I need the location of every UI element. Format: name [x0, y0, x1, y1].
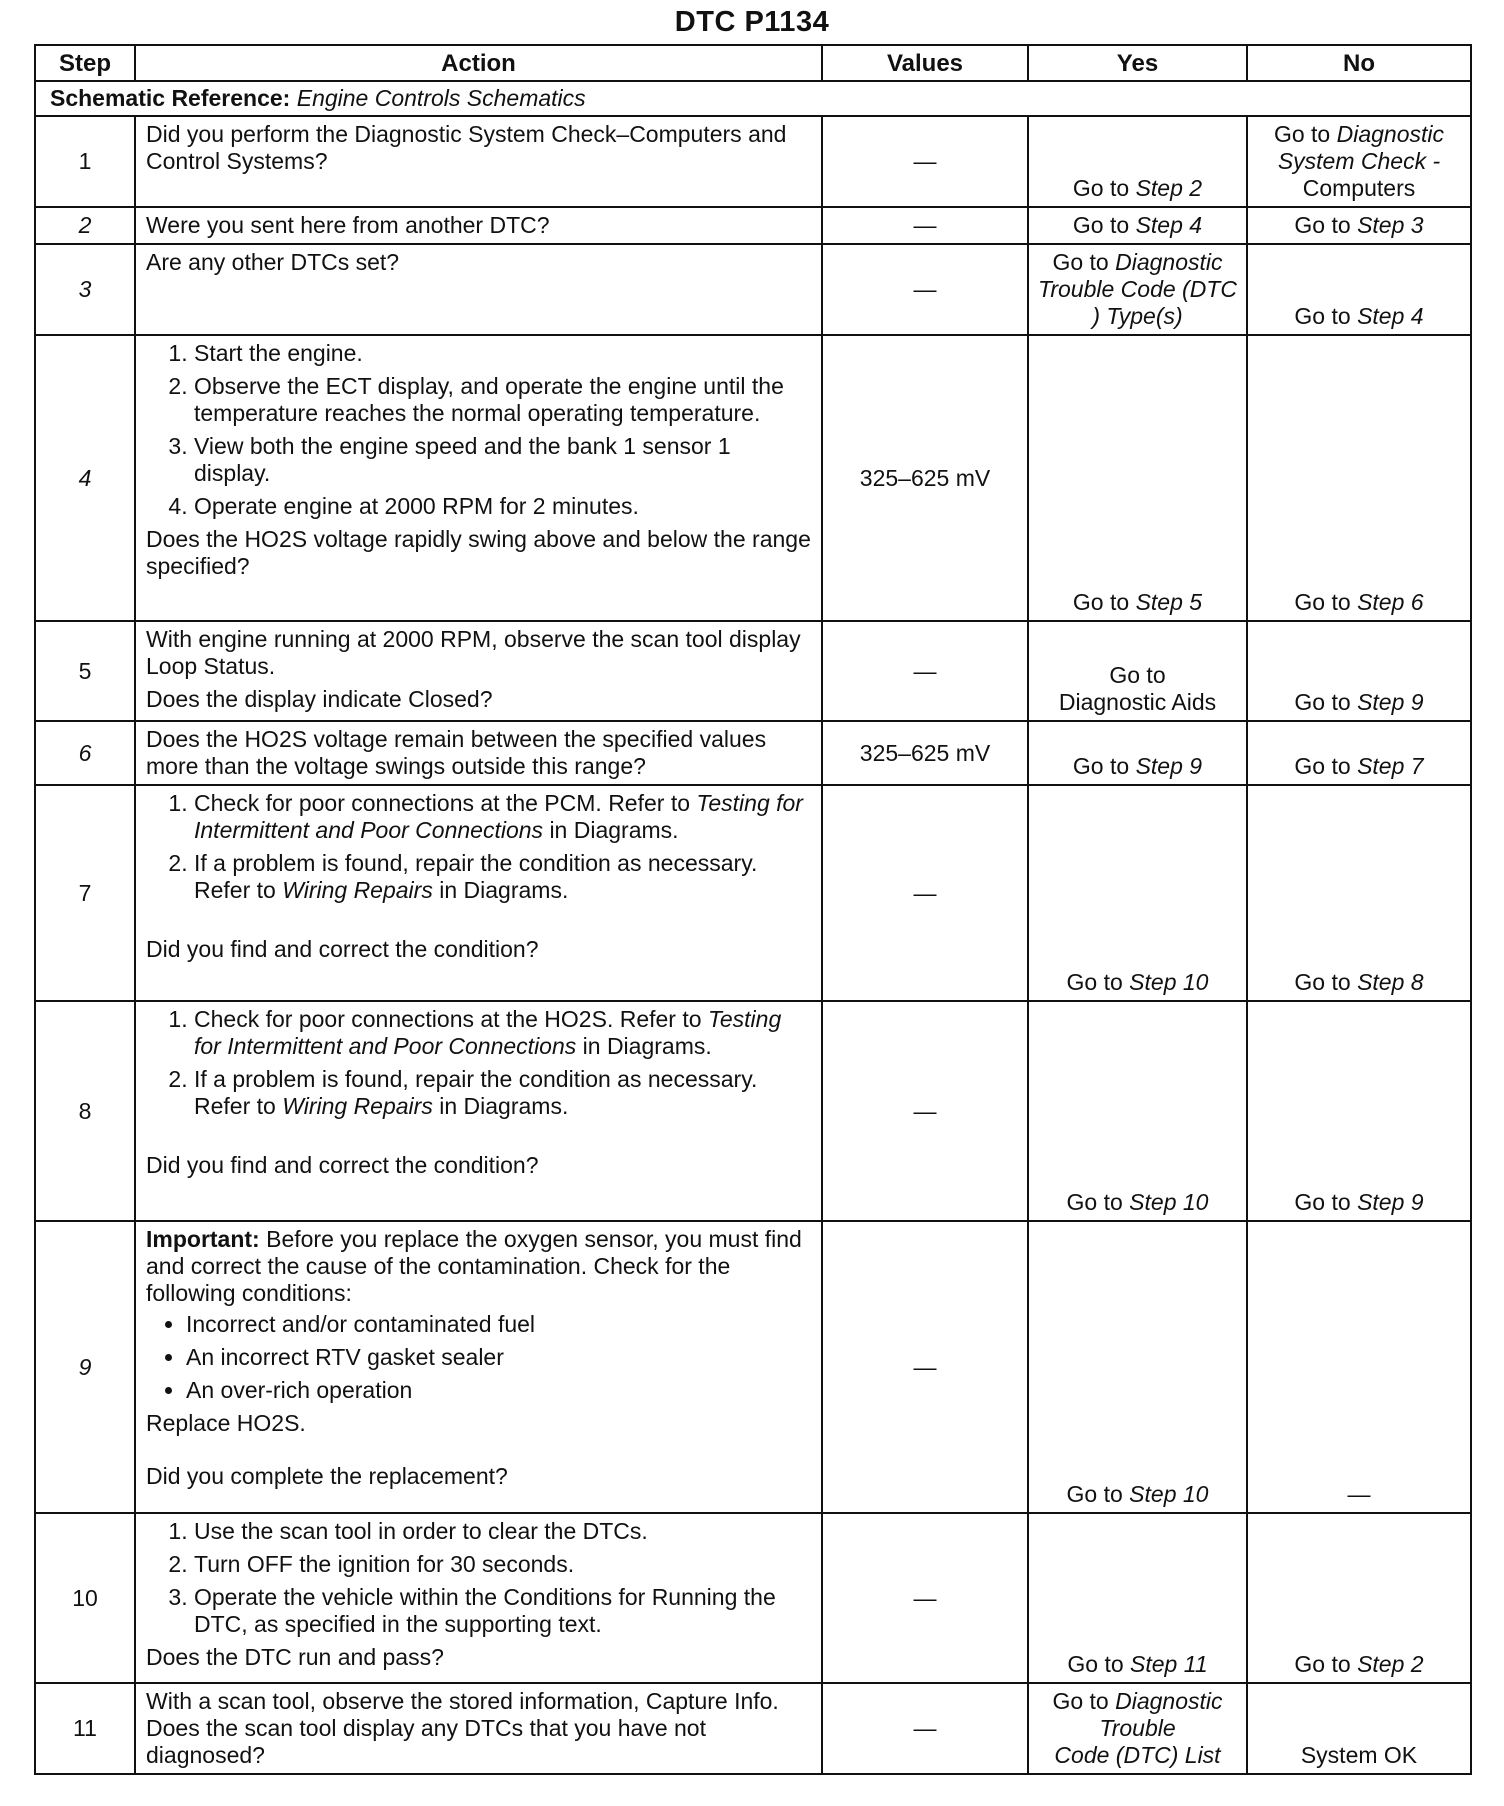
action-cell: [135, 785, 822, 1001]
step-number: 5: [35, 621, 135, 721]
action-question: Were you sent here from another DTC?: [146, 212, 550, 238]
step-number: 1: [35, 116, 135, 207]
goto-text: Go to: [1294, 753, 1351, 779]
table-row: [35, 1683, 1471, 1774]
action-question: Did you complete the replacement?: [146, 1463, 508, 1489]
condition-list: [146, 1311, 811, 1404]
action-question: With a scan tool, observe the stored information, Capture Info. Does the scan tool display any DTCs that you have not diagnosed?: [146, 1688, 779, 1768]
reference-link: Wiring Repairs: [282, 1093, 433, 1119]
yes-target: Step 10: [1129, 1189, 1209, 1215]
action-cell: [135, 244, 822, 335]
action-question: Does the DTC run and pass?: [146, 1644, 444, 1670]
important-text: Before you replace the oxygen sensor, you must find and correct the cause of the contamination. Check for the following conditions:: [146, 1226, 802, 1306]
values-cell: —: [822, 1001, 1028, 1221]
table-row: [35, 207, 1471, 244]
action-steps: [146, 790, 811, 904]
yes-cell: [1028, 785, 1247, 1001]
action-step: [194, 790, 811, 844]
schematic-reference-link: Engine Controls Schematics: [296, 85, 586, 111]
action-question: Does the HO2S voltage remain between the specified values more than the voltage swings outside this range?: [146, 726, 767, 779]
header-action: Action: [135, 45, 822, 81]
yes-cell: [1028, 721, 1247, 785]
schematic-label: Schematic Reference:: [50, 85, 291, 111]
action-cell: [135, 1683, 822, 1774]
goto-text: Go to: [1072, 589, 1130, 615]
action-question: Did you find and correct the condition?: [146, 936, 539, 962]
goto-text: Go to: [1066, 1189, 1123, 1215]
values-cell: —: [822, 1513, 1028, 1683]
action-steps: [146, 340, 811, 520]
no-target: Step 9: [1357, 1189, 1424, 1215]
no-cell: [1247, 621, 1471, 721]
condition-item: • An incorrect RTV gasket sealer: [186, 1344, 811, 1371]
yes-target-cont: Code (DTC) List: [1054, 1742, 1221, 1768]
important-note: [146, 1226, 811, 1307]
goto-text: Go to: [1273, 121, 1331, 147]
action-step: 4. Operate engine at 2000 RPM for 2 minutes.: [194, 493, 811, 520]
yes-cell: [1028, 244, 1247, 335]
goto-text: Go to: [1109, 662, 1166, 688]
no-target: Step 3: [1357, 212, 1424, 238]
yes-target: Step 4: [1135, 212, 1203, 238]
no-target: Step 2: [1357, 1651, 1424, 1677]
action-cell: [135, 335, 822, 621]
condition-item: • Incorrect and/or contaminated fuel: [186, 1311, 811, 1338]
yes-target: Diagnostic Aids: [1058, 689, 1217, 715]
no-cell: [1247, 1001, 1471, 1221]
action-cell: [135, 207, 822, 244]
step-text: Check for poor connections at the HO2S. Refer to: [194, 1006, 702, 1032]
action-cell: [135, 621, 822, 721]
no-cell: [1247, 785, 1471, 1001]
no-target-suffix: Computers: [1302, 175, 1416, 201]
action-step: 2. Observe the ECT display, and operate the engine until the temperature reaches the normal operating temperature.: [194, 373, 811, 427]
values-cell: 325–625 mV: [822, 721, 1028, 785]
yes-target: Step 5: [1135, 589, 1203, 615]
yes-cell: [1028, 1221, 1247, 1513]
step-text: in Diagrams.: [439, 1093, 569, 1119]
values-cell: —: [822, 116, 1028, 207]
goto-text: Go to: [1294, 969, 1351, 995]
table-row: [35, 335, 1471, 621]
step-text: If a problem is found, repair the condition as necessary. Refer to: [194, 850, 758, 903]
goto-text: Go to: [1072, 175, 1130, 201]
yes-cell: [1028, 335, 1247, 621]
values-cell: —: [822, 785, 1028, 1001]
page-title: DTC P1134: [674, 6, 830, 38]
action-cell: [135, 116, 822, 207]
step-text: in Diagrams.: [582, 1033, 712, 1059]
goto-text: Go to: [1294, 1189, 1351, 1215]
values-cell: 325–625 mV: [822, 335, 1028, 621]
goto-text: Go to: [1294, 589, 1351, 615]
action-question: Are any other DTCs set?: [146, 249, 400, 275]
table-row: [35, 244, 1471, 335]
action-step: 3. View both the engine speed and the bank 1 sensor 1 display.: [194, 433, 811, 487]
reference-link: Wiring Repairs: [282, 877, 433, 903]
reference-link: Testing for Intermittent and Poor Connections: [194, 790, 803, 843]
no-cell: [1247, 207, 1471, 244]
yes-target: Step 2: [1135, 175, 1203, 201]
values-cell: —: [822, 207, 1028, 244]
table-row: [35, 116, 1471, 207]
yes-cell: [1028, 116, 1247, 207]
yes-target: Step 10: [1129, 1481, 1209, 1507]
no-target: Step 6: [1357, 589, 1424, 615]
action-question: Did you perform the Diagnostic System Check–Computers and Control Systems?: [146, 121, 787, 174]
action-question: Does the HO2S voltage rapidly swing above and below the range specified?: [146, 526, 811, 579]
step-text: If a problem is found, repair the condition as necessary. Refer to: [194, 1066, 758, 1119]
action-step: 2. Turn OFF the ignition for 30 seconds.: [194, 1551, 811, 1578]
action-cell: [135, 721, 822, 785]
no-target: Diagnostic System Check -: [1277, 121, 1445, 174]
step-number: 3: [35, 244, 135, 335]
no-cell: [1247, 335, 1471, 621]
action-step: 3. Operate the vehicle within the Conditions for Running the DTC, as specified in the supporting text.: [194, 1584, 811, 1638]
yes-cell: [1028, 1513, 1247, 1683]
reference-link: Testing for Intermittent and Poor Connections: [194, 1006, 782, 1059]
no-cell: [1247, 244, 1471, 335]
header-row: [35, 45, 1471, 81]
step-text: in Diagrams.: [439, 877, 569, 903]
action-step: 1. Start the engine.: [194, 340, 811, 367]
goto-text: Go to: [1294, 689, 1351, 715]
step-number: 8: [35, 1001, 135, 1221]
action-steps: [146, 1518, 811, 1638]
goto-text: Go to: [1066, 969, 1123, 995]
yes-cell: [1028, 1683, 1247, 1774]
action-cell: [135, 1221, 822, 1513]
no-target: Step 9: [1357, 689, 1424, 715]
important-label: Important:: [146, 1226, 260, 1252]
action-cell: [135, 1513, 822, 1683]
action-steps: [146, 1006, 811, 1120]
no-cell: [1247, 116, 1471, 207]
schematic-row: [35, 81, 1471, 116]
header-step: Step: [35, 45, 135, 81]
table-row: [35, 1001, 1471, 1221]
step-text: in Diagrams.: [549, 817, 679, 843]
table-row: [35, 1221, 1471, 1513]
action-instruction: Replace HO2S.: [146, 1410, 306, 1436]
header-values: Values: [822, 45, 1028, 81]
yes-target: Diagnostic Trouble Code (DTC ) Type(s): [1038, 249, 1237, 329]
yes-target: Step 9: [1135, 753, 1203, 779]
no-target: Step 8: [1357, 969, 1424, 995]
no-cell: —: [1247, 1221, 1471, 1513]
table-row: [35, 785, 1471, 1001]
goto-text: Go to: [1072, 753, 1130, 779]
condition-item: • An over-rich operation: [186, 1377, 811, 1404]
table-row: [35, 1513, 1471, 1683]
values-cell: —: [822, 621, 1028, 721]
yes-target: Diagnostic Trouble: [1099, 1688, 1223, 1741]
step-number: 6: [35, 721, 135, 785]
step-number: 2: [35, 207, 135, 244]
header-yes: Yes: [1028, 45, 1247, 81]
yes-cell: [1028, 207, 1247, 244]
step-number: 10: [35, 1513, 135, 1683]
step-number: 9: [35, 1221, 135, 1513]
action-step: 1. Use the scan tool in order to clear the DTCs.: [194, 1518, 811, 1545]
goto-text: Go to: [1294, 303, 1351, 329]
action-step: [194, 1066, 811, 1120]
no-cell: System OK: [1247, 1683, 1471, 1774]
yes-target: Step 11: [1130, 1651, 1208, 1677]
goto-text: Go to: [1072, 212, 1130, 238]
step-text: Check for poor connections at the PCM. Refer to: [194, 790, 691, 816]
values-cell: —: [822, 244, 1028, 335]
no-cell: [1247, 721, 1471, 785]
action-step: [194, 850, 811, 904]
yes-cell: [1028, 1001, 1247, 1221]
step-number: 11: [35, 1683, 135, 1774]
table-row: [35, 721, 1471, 785]
no-target: Step 4: [1357, 303, 1424, 329]
diagnostic-table: [34, 44, 1472, 1775]
no-cell: [1247, 1513, 1471, 1683]
action-step: [194, 1006, 811, 1060]
goto-text: Go to: [1052, 1688, 1109, 1714]
action-instruction: With engine running at 2000 RPM, observe the scan tool display Loop Status.: [146, 626, 801, 679]
values-cell: —: [822, 1221, 1028, 1513]
goto-text: Go to: [1294, 212, 1351, 238]
yes-target: Step 10: [1129, 969, 1209, 995]
action-question: Did you find and correct the condition?: [146, 1152, 539, 1178]
values-cell: —: [822, 1683, 1028, 1774]
action-question: Does the display indicate Closed?: [146, 686, 493, 712]
table-row: [35, 621, 1471, 721]
step-number: 7: [35, 785, 135, 1001]
goto-text: Go to: [1067, 1651, 1124, 1677]
action-cell: [135, 1001, 822, 1221]
goto-text: Go to: [1052, 249, 1109, 275]
yes-cell: [1028, 621, 1247, 721]
goto-text: Go to: [1294, 1651, 1351, 1677]
header-no: No: [1247, 45, 1471, 81]
step-number: 4: [35, 335, 135, 621]
no-target: Step 7: [1357, 753, 1424, 779]
goto-text: Go to: [1066, 1481, 1123, 1507]
